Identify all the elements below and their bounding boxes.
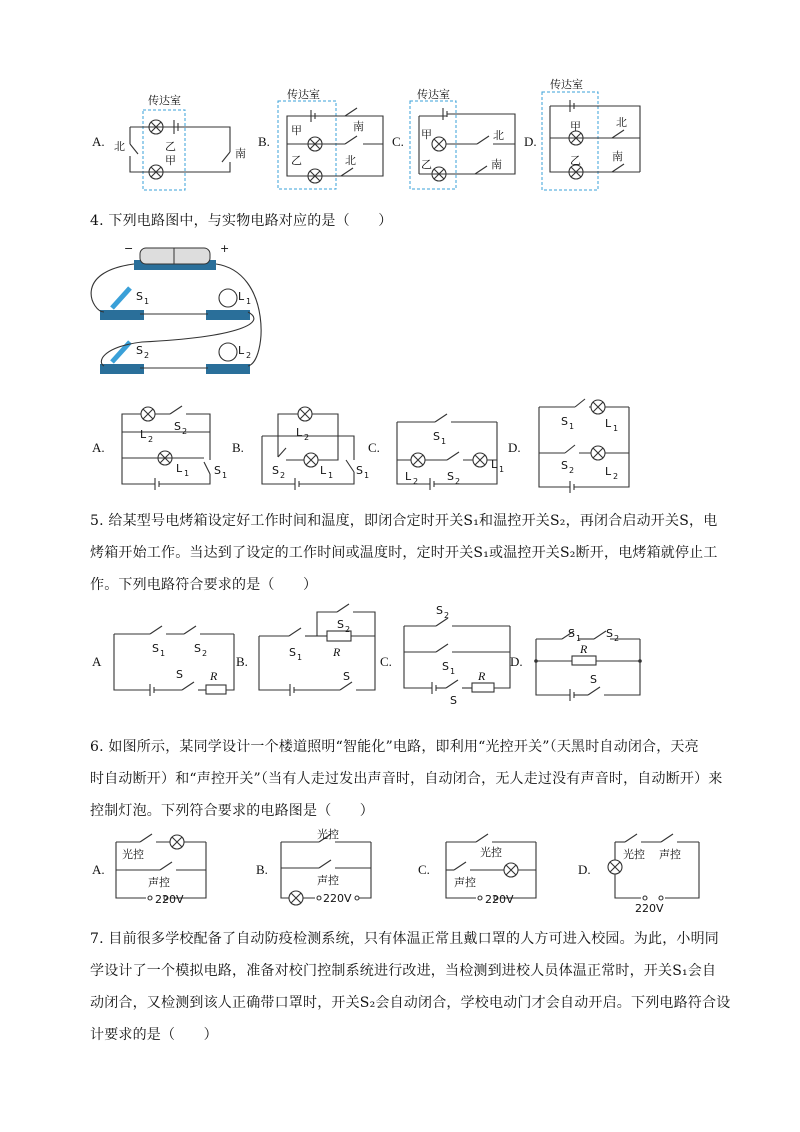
svg-text:乙: 乙: [570, 154, 581, 167]
q3-diagram-b: [275, 86, 390, 191]
svg-text:S: S: [433, 430, 440, 443]
svg-text:220V: 220V: [323, 892, 352, 905]
svg-text:2: 2: [202, 649, 208, 658]
svg-text:L: L: [491, 458, 498, 471]
svg-text:2: 2: [144, 351, 150, 360]
q5-stem-line2: 烤箱开始工作。当达到了设定的工作时间或温度时，定时开关S₁或温控开关S₂断开，电烤箱就停止工: [90, 545, 718, 561]
svg-text:S: S: [356, 464, 363, 477]
svg-text:2: 2: [182, 427, 188, 436]
svg-text:S: S: [450, 694, 457, 707]
svg-text:声控: 声控: [659, 848, 681, 861]
svg-text:1: 1: [450, 667, 456, 676]
q6-option-d-label: D.: [578, 862, 591, 877]
svg-text:S: S: [590, 673, 597, 686]
q5-option-a-label: A: [92, 654, 102, 669]
svg-text:1: 1: [576, 634, 582, 643]
q3-option-d-label: D.: [524, 134, 537, 149]
svg-text:L: L: [605, 417, 612, 430]
svg-text:2: 2: [413, 477, 419, 486]
svg-text:1: 1: [246, 297, 252, 306]
svg-text:乙: 乙: [165, 140, 176, 153]
svg-text:S: S: [561, 459, 568, 472]
svg-text:S: S: [447, 470, 454, 483]
svg-text:1: 1: [328, 471, 334, 480]
q6-stem-line1: 6. 如图所示，某同学设计一个楼道照明“智能化”电路，即利用“光控开关”（天黑时自动闭合，天亮: [90, 739, 699, 755]
q5-stem-line3: 作。下列电路符合要求的是（ ）: [90, 577, 318, 593]
svg-text:2: 2: [246, 351, 252, 360]
svg-text:甲: 甲: [291, 124, 302, 137]
svg-text:北: 北: [114, 140, 125, 153]
q4-diagram-c: [385, 402, 510, 494]
svg-text:L: L: [176, 462, 183, 475]
svg-text:2: 2: [455, 477, 461, 486]
svg-text:甲: 甲: [165, 154, 176, 167]
svg-text:220V: 220V: [635, 902, 664, 915]
svg-text:S: S: [152, 642, 159, 655]
q6-option-c-label: C.: [418, 862, 430, 877]
svg-text:2: 2: [148, 435, 154, 444]
svg-text:2: 2: [614, 634, 620, 643]
q6-diagram-a-voltage: 220V: [155, 893, 184, 906]
svg-text:北: 北: [616, 116, 627, 129]
svg-text:L: L: [320, 464, 327, 477]
q7-stem-line4: 计要求的是（ ）: [90, 1027, 218, 1043]
svg-text:北: 北: [493, 129, 504, 142]
svg-text:S: S: [136, 290, 143, 303]
svg-text:2: 2: [569, 466, 575, 475]
svg-text:S: S: [194, 642, 201, 655]
q5-option-c-label: C.: [380, 654, 392, 669]
svg-text:1: 1: [222, 471, 228, 480]
svg-text:1: 1: [569, 422, 575, 431]
svg-text:L: L: [605, 465, 612, 478]
svg-text:S: S: [289, 646, 296, 659]
svg-text:S: S: [343, 670, 350, 683]
svg-text:S: S: [272, 464, 279, 477]
svg-text:L: L: [140, 428, 147, 441]
q4-diagram-b: [250, 402, 370, 494]
svg-text:1: 1: [297, 653, 303, 662]
svg-text:S: S: [136, 344, 143, 357]
svg-text:光控: 光控: [480, 846, 502, 859]
q5-stem-line1: 5. 给某型号电烤箱设定好工作时间和温度，即闭合定时开关S₁和温控开关S₂，再闭合启动开关S，电: [90, 513, 718, 529]
q7-stem-line1: 7. 目前很多学校配备了自动防疫检测系统，只有体温正常且戴口罩的人方可进入校园。为此，小明同: [90, 931, 720, 947]
q4-stem: 4. 下列电路图中，与实物电路对应的是（ ）: [90, 213, 393, 229]
svg-text:传达室: 传达室: [148, 94, 181, 107]
q6-stem-line2: 时自动断开）和“声控开关”（当有人走过发出声音时，自动闭合，无人走过没有声音时，自动断开）来: [90, 771, 723, 787]
q3-diagram-c: [405, 86, 525, 191]
svg-text:南: 南: [353, 120, 364, 133]
q6-option-b-label: B.: [256, 862, 268, 877]
svg-text:R: R: [333, 645, 341, 659]
svg-text:S: S: [214, 464, 221, 477]
q4-diagram-a: [110, 402, 230, 494]
q4-option-c-label: C.: [368, 440, 380, 455]
svg-text:S: S: [174, 420, 181, 433]
svg-text:乙: 乙: [421, 158, 432, 171]
svg-text:R: R: [580, 642, 588, 656]
svg-text:1: 1: [499, 465, 505, 474]
svg-text:S: S: [176, 668, 183, 681]
q6-diagram-b: [275, 828, 385, 908]
svg-text:南: 南: [612, 150, 623, 163]
q4-option-a-label: A.: [92, 440, 105, 455]
svg-text:R: R: [210, 669, 218, 683]
svg-text:2: 2: [345, 625, 351, 634]
svg-text:+: +: [220, 242, 230, 255]
svg-text:甲: 甲: [570, 120, 581, 133]
q5-option-b-label: B.: [236, 654, 248, 669]
q3-option-b-label: B.: [258, 134, 270, 149]
q7-stem-line3: 动闭合，又检测到该人正确带口罩时，开关S₂会自动闭合，学校电动门才会自动开启。下列电路符合设: [90, 995, 731, 1011]
svg-text:1: 1: [613, 424, 619, 433]
q6-stem-line3: 控制灯泡。下列符合要求的电路图是（ ）: [90, 803, 374, 819]
q4-physical-circuit: [92, 242, 277, 382]
svg-text:光控: 光控: [122, 848, 144, 861]
svg-text:北: 北: [345, 154, 356, 167]
q4-diagram-d: [525, 395, 645, 495]
svg-text:传达室: 传达室: [550, 78, 583, 91]
q3-diagram-a: [110, 92, 250, 192]
q3-option-a-label: A.: [92, 134, 105, 149]
svg-text:1: 1: [160, 649, 166, 658]
q6-diagram-d: [595, 828, 705, 915]
svg-text:1: 1: [441, 437, 447, 446]
q6-option-a-label: A.: [92, 862, 105, 877]
svg-text:S: S: [337, 618, 344, 631]
svg-text:1: 1: [184, 469, 190, 478]
svg-text:R: R: [478, 669, 486, 683]
q5-diagram-d: [530, 625, 650, 700]
svg-text:2: 2: [280, 471, 286, 480]
svg-text:声控: 声控: [148, 876, 170, 889]
svg-text:传达室: 传达室: [417, 88, 450, 101]
svg-text:S: S: [442, 660, 449, 673]
svg-text:光控: 光控: [317, 828, 339, 841]
svg-text:L: L: [296, 426, 303, 439]
q3-diagram-d: [540, 72, 655, 192]
svg-text:乙: 乙: [291, 154, 302, 167]
q3-option-c-label: C.: [392, 134, 404, 149]
q6-diagram-c-voltage: 220V: [485, 893, 514, 906]
q5-diagram-c: [400, 600, 515, 705]
q5-diagram-a: [110, 620, 240, 700]
svg-text:S: S: [606, 627, 613, 640]
svg-text:声控: 声控: [454, 876, 476, 889]
svg-text:1: 1: [144, 297, 150, 306]
q4-option-b-label: B.: [232, 440, 244, 455]
q5-diagram-b: [255, 600, 380, 700]
q4-option-d-label: D.: [508, 440, 521, 455]
svg-text:光控: 光控: [623, 848, 645, 861]
svg-text:L: L: [238, 290, 245, 303]
svg-text:L: L: [405, 470, 412, 483]
q5-option-d-label: D.: [510, 654, 523, 669]
svg-text:S: S: [568, 627, 575, 640]
svg-text:L: L: [238, 344, 245, 357]
svg-text:1: 1: [364, 471, 370, 480]
svg-text:S: S: [436, 604, 443, 617]
svg-text:传达室: 传达室: [287, 88, 320, 101]
svg-text:南: 南: [235, 147, 246, 160]
svg-text:南: 南: [491, 158, 502, 171]
svg-text:2: 2: [613, 472, 619, 481]
svg-text:声控: 声控: [317, 874, 339, 887]
svg-text:2: 2: [444, 611, 450, 620]
svg-text:−: −: [124, 242, 134, 255]
svg-text:2: 2: [304, 433, 310, 442]
svg-text:甲: 甲: [421, 128, 432, 141]
q7-stem-line2: 学设计了一个模拟电路，准备对校门控制系统进行改进，当检测到进校人员体温正常时，开关S₁会自: [90, 963, 717, 979]
svg-text:S: S: [561, 415, 568, 428]
